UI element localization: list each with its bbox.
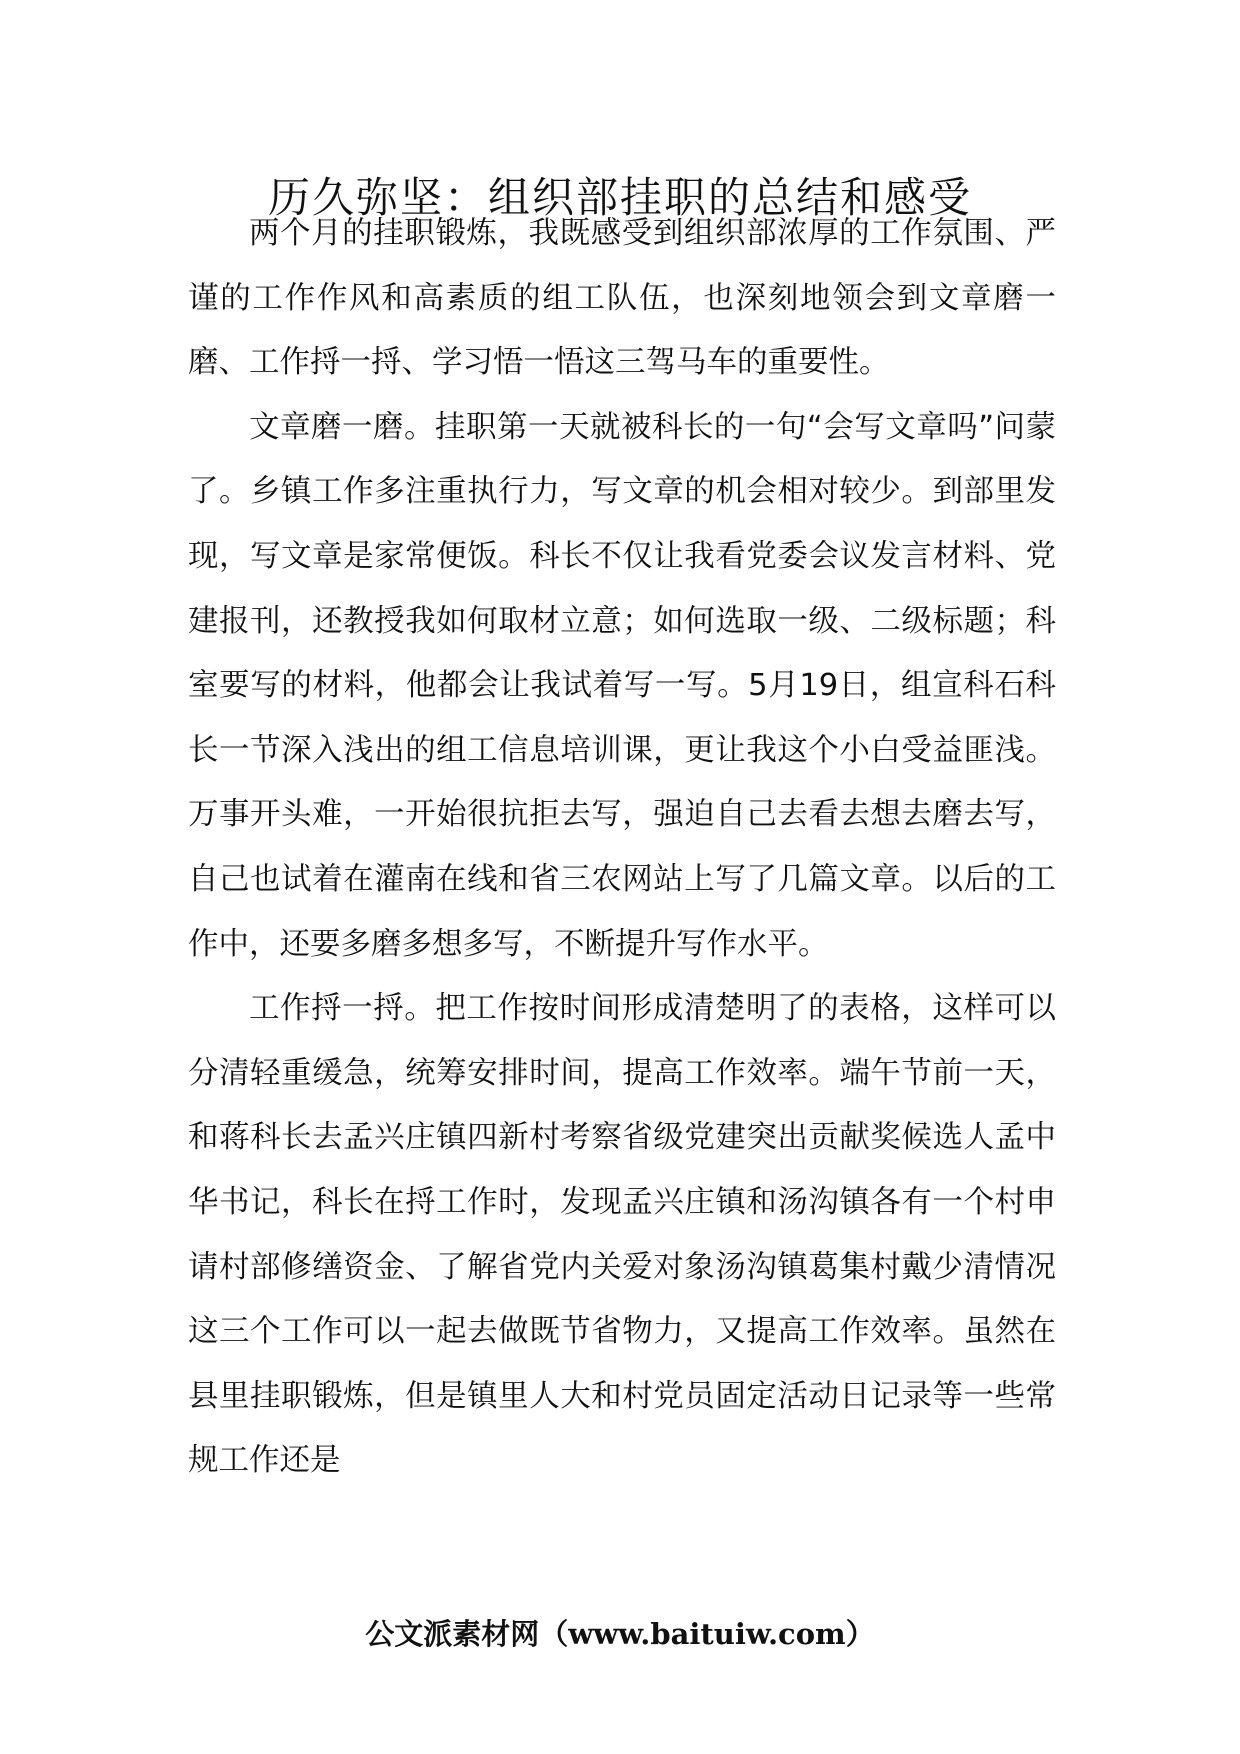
footer-watermark: 公文派素材网（www.baituiw.com） xyxy=(365,1617,875,1651)
paragraph-work: 工作捋一捋。把工作按时间形成清楚明了的表格，这样可以分清轻重缓急，统筹安排时间，提高工作效率。端午节前一天，和蒋科长去孟兴庄镇四新村考察省级党建突出贡献奖候选人孟中华书记，科长在捋工作时，发现孟兴庄镇和汤沟镇各有一个村申请村部修缮资金、了解省党内关爱对象汤沟镇葛集村戴少清情况这三个工作可以一起去做既节省物力，又提高工作效率。虽然在县里挂职锻炼，但是镇里人大和村党员固定活动日记录等一些常规工作还是 xyxy=(188,991,1056,1479)
document-body xyxy=(188,202,1056,1494)
paragraph-writing: 文章磨一磨。挂职第一天就被科长的一句“会写文章吗”问蒙了。乡镇工作多注重执行力，写文章的机会相对较少。到部里发现，写文章是家常便饭。科长不仅让我看党委会议发言材料、党建报刊，还教授我如何取材立意；如何选取一级、二级标题；科室要写的材料，他都会让我试着写一写。5月19日，组宣科石科长一节深入浅出的组工信息培训课，更让我这个小白受益匪浅。万事开头难，一开始很抗拒去写，强迫自己去看去想去磨去写，自己也试着在灌南在线和省三农网站上写了几篇文章。以后的工作中，还要多磨多想多写，不断提升写作水平。 xyxy=(188,409,1056,962)
paragraph-intro: 两个月的挂职锻炼，我既感受到组织部浓厚的工作氛围、严谨的工作作风和高素质的组工队伍，也深刻地领会到文章磨一磨、工作捋一捋、学习悟一悟这三驾马车的重要性。 xyxy=(188,216,1056,381)
document-title: 历久弥坚：组织部挂职的总结和感受 xyxy=(267,173,972,222)
